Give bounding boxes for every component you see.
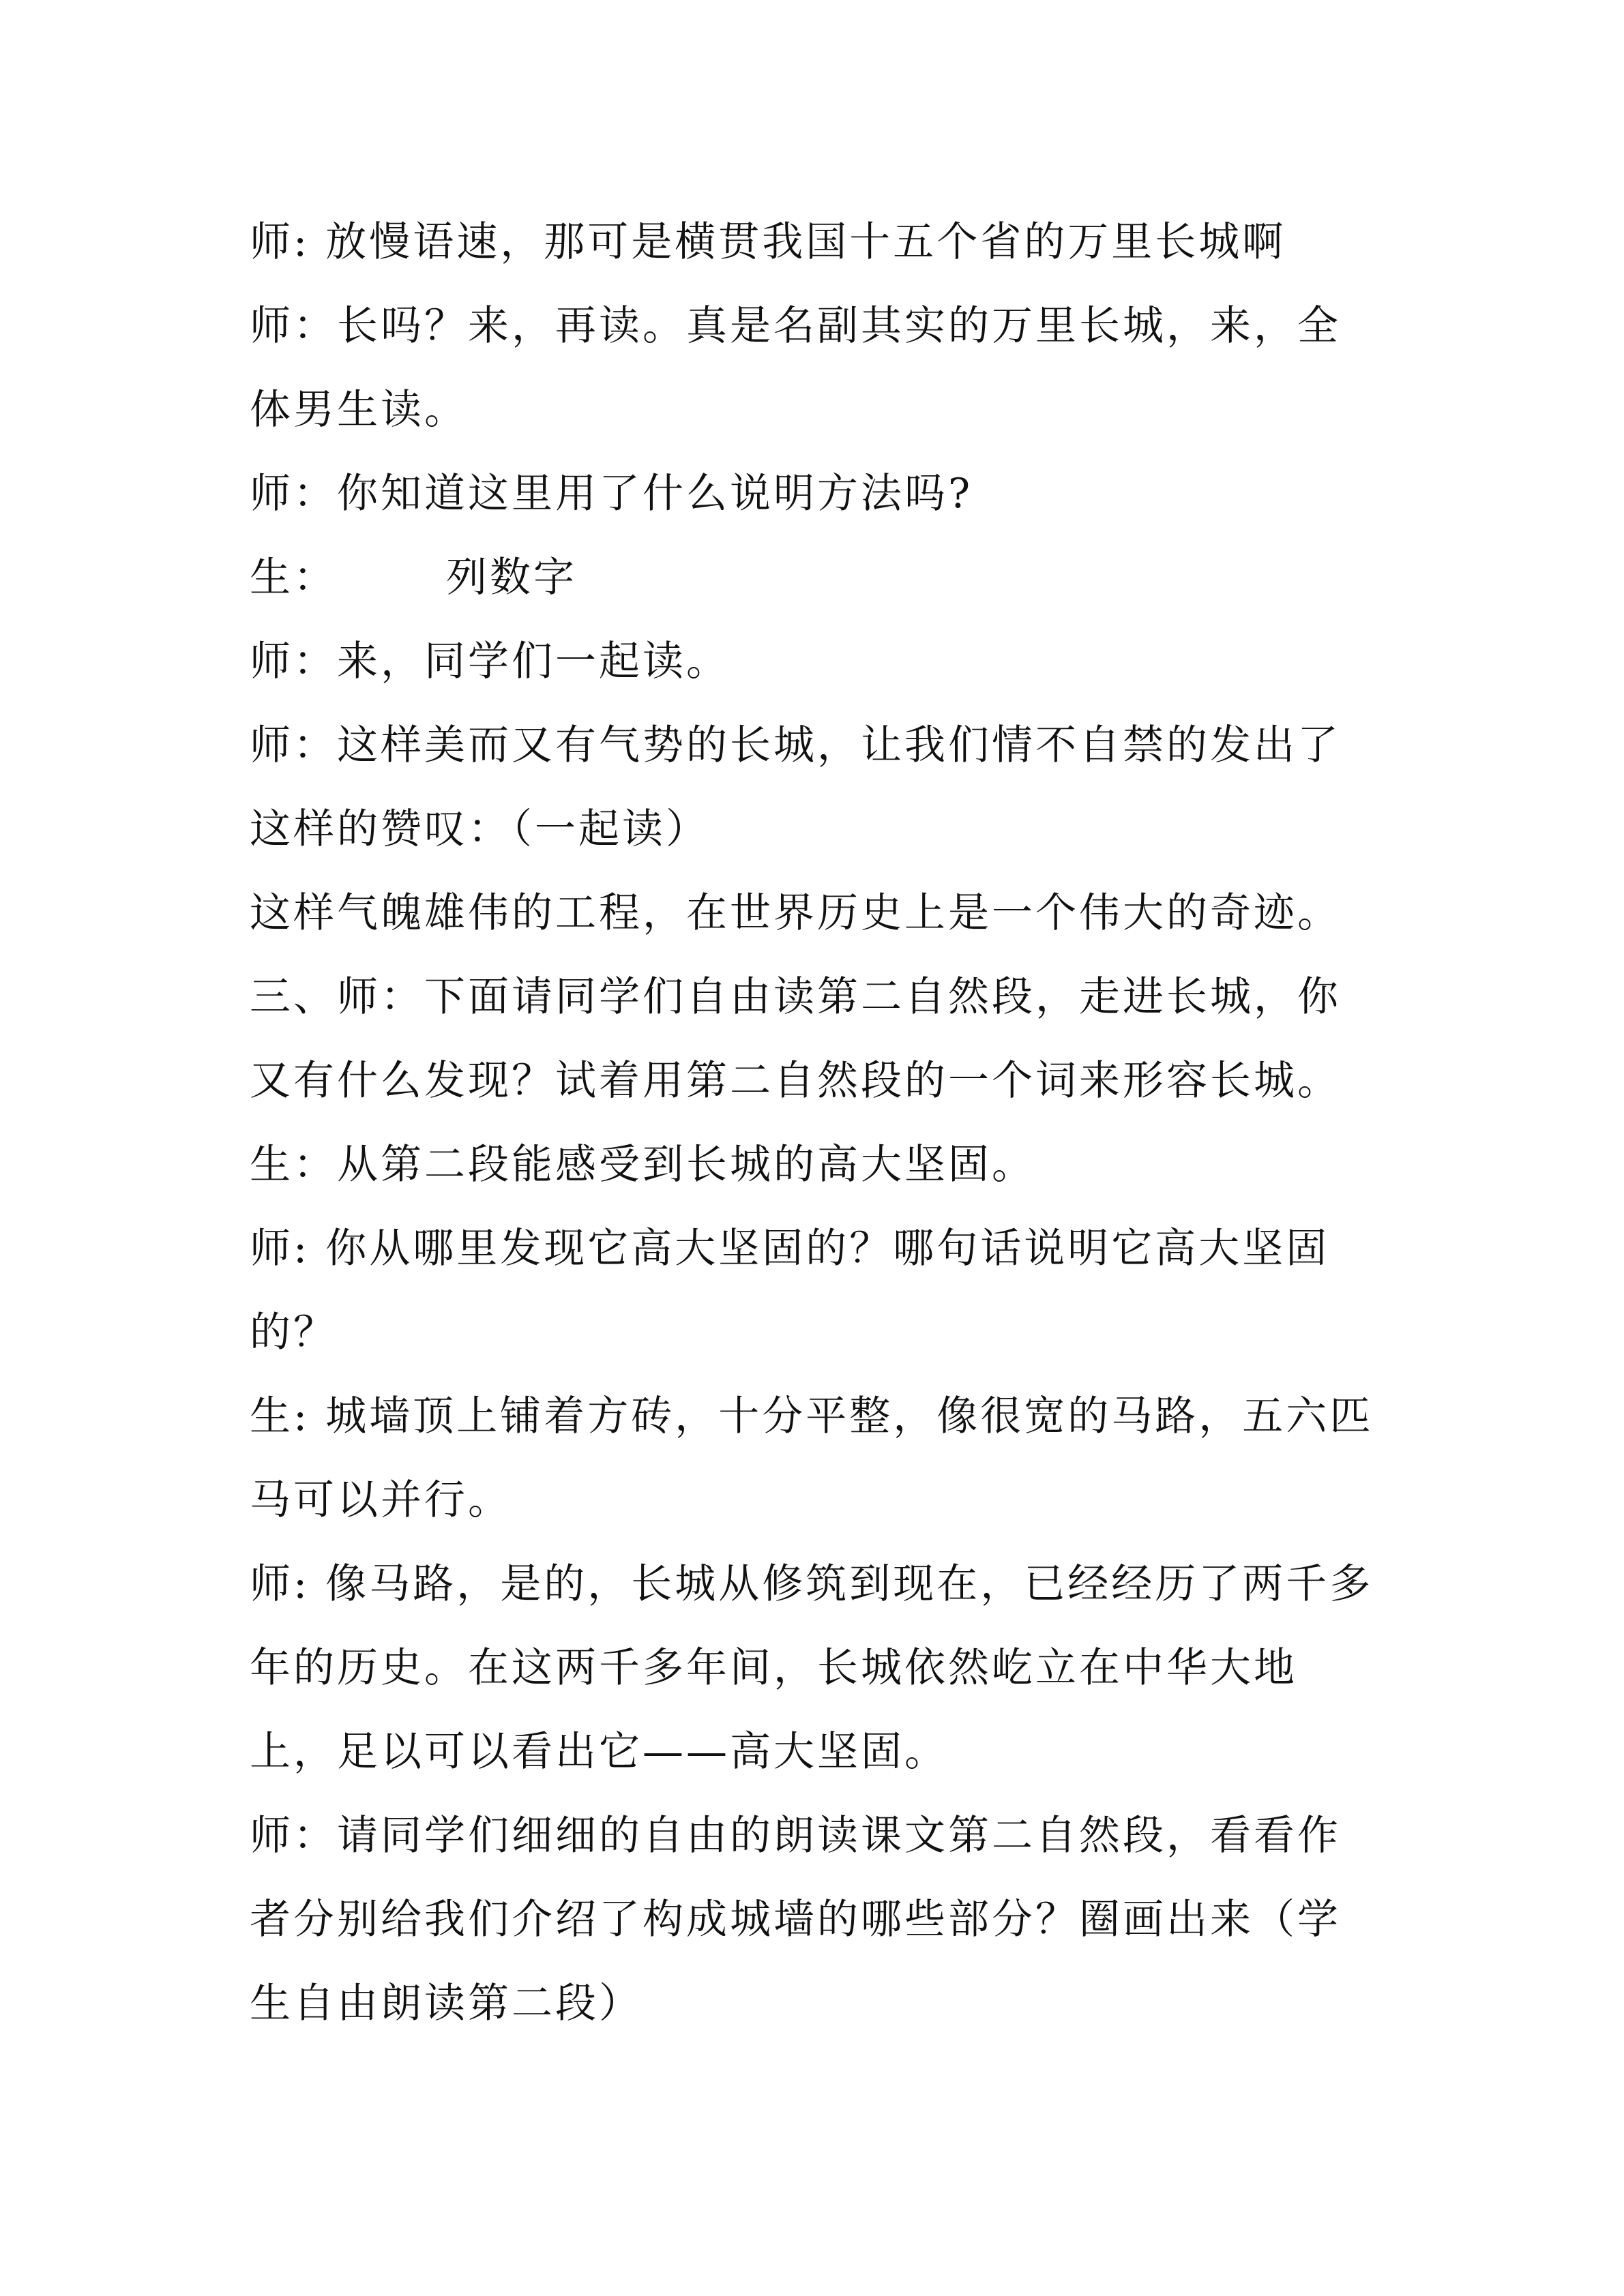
answer-text: 列数字 (446, 554, 577, 601)
text-line: 的？ (250, 1309, 337, 1356)
text-line: 年的历史。在这两千多年间，长城依然屹立在中华大地 (250, 1644, 1297, 1692)
text-line: 生自由朗读第二段） (250, 1980, 643, 2027)
text-line: 师：来，同学们一起读。 (250, 638, 730, 685)
text-line: 这样气魄雄伟的工程，在世界历史上是一个伟大的奇迹。 (250, 889, 1341, 937)
text-line: 三、师：下面请同学们自由读第二自然段，走进长城，你 (250, 973, 1341, 1021)
text-line: 体男生读。 (250, 386, 468, 434)
text-line: 生: 城墙顶上铺着方砖，十分平整，像很宽的马路，五六匹 (250, 1392, 1374, 1440)
text-line: 师：你知道这里用了什么说明方法吗? (250, 470, 973, 518)
text-line (250, 550, 1396, 605)
speaker-label: 生： (250, 554, 337, 601)
text-line: 又有什么发现？试着用第二自然段的一个词来形容长城。 (250, 1057, 1341, 1105)
text-line: 师：请同学们细细的自由的朗读课文第二自然段，看看作 (250, 1812, 1341, 1860)
text-line: 师: 像马路，是的，长城从修筑到现在，已经经历了两千多 (250, 1560, 1374, 1608)
text-line: 师: 你从哪里发现它高大坚固的？哪句话说明它高大坚固 (250, 1225, 1330, 1272)
text-line: 师：长吗？来，再读。真是名副其实的万里长城，来，全 (250, 302, 1341, 350)
text-line: 马可以并行。 (250, 1476, 512, 1524)
text-line: 者分别给我们介绍了构成城墙的哪些部分？圈画出来（学 (250, 1896, 1341, 1943)
text-line: 师：这样美而又有气势的长城，让我们情不自禁的发出了 (250, 721, 1341, 769)
text-line: 这样的赞叹：（一起读） (250, 805, 709, 853)
text-line: 上，足以可以看出它——高大坚固。 (250, 1728, 948, 1776)
text-line: 生：从第二段能感受到长城的高大坚固。 (250, 1141, 1035, 1189)
text-line: 师: 放慢语速，那可是横贯我国十五个省的万里长城啊 (250, 218, 1286, 266)
